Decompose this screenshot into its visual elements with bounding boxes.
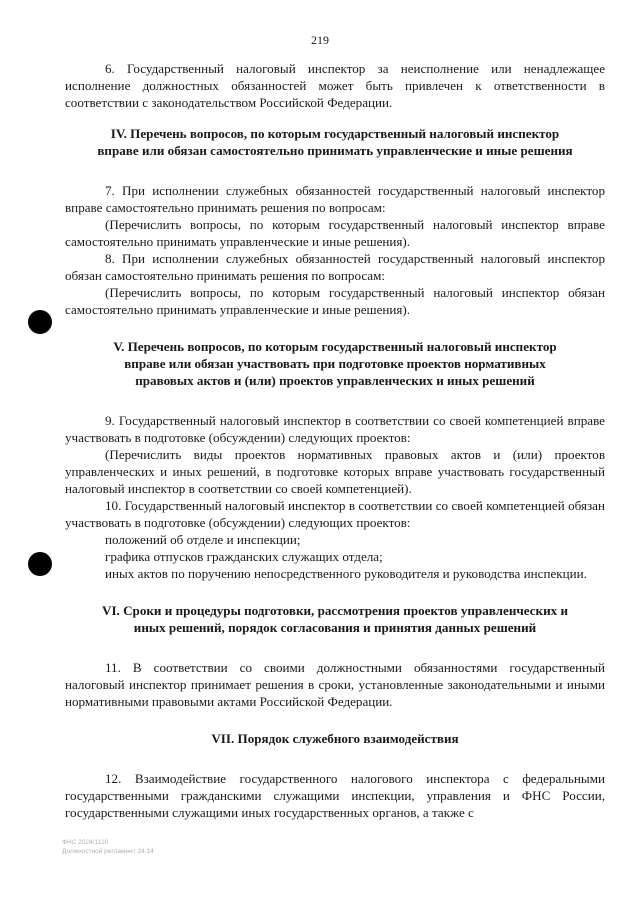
section-v-heading-line3: правовых актов и (или) проектов управленческих и иных решений	[135, 373, 535, 388]
scan-footer-stamp	[62, 838, 154, 856]
paragraph-10: 10. Государственный налоговый инспектор в соответствии со своей компетенцией обязан участвовать в подготовке (обсуждении) следующих проектов:	[65, 498, 605, 530]
punch-hole-mark-top	[28, 310, 52, 334]
page-number: 219	[311, 33, 329, 47]
paragraph-12: 12. Взаимодействие государственного налогового инспектора с федеральными государственными гражданскими служащими инспекции, управления и ФНС России, государственными служащими иных государственных органов, а также с	[65, 771, 605, 820]
paragraph-8: 8. При исполнении служебных обязанностей государственный налоговый инспектор обязан самостоятельно принимать решения по вопросам:	[65, 251, 605, 283]
paragraph-7: 7. При исполнении служебных обязанностей государственный налоговый инспектор вправе самостоятельно принимать решения по вопросам:	[65, 183, 605, 215]
section-vi-heading-line1: VI. Сроки и процедуры подготовки, рассмотрения проектов управленческих и	[102, 603, 568, 618]
section-v-heading	[65, 338, 605, 389]
paragraph-6: 6. Государственный налоговый инспектор за неисполнение или ненадлежащее исполнение должностных обязанностей может быть привлечен к ответственности в соответствии с законодательством Российской Федерации.	[65, 61, 605, 110]
paragraph-10-item-2: графика отпусков гражданских служащих отдела;	[105, 549, 383, 564]
section-iv-heading	[65, 125, 605, 159]
paragraph-7-list: (Перечислить вопросы, по которым государственный налоговый инспектор вправе самостоятельно принимать управленческие и иные решения).	[65, 217, 605, 249]
section-vi-heading-line2: иных решений, порядок согласования и принятия данных решений	[133, 620, 537, 635]
paragraph-10-item-1: положений об отделе и инспекции;	[105, 532, 301, 547]
paragraph-8-list: (Перечислить вопросы, по которым государственный налоговый инспектор обязан самостоятельно принимать управленческие и иные решения).	[65, 285, 605, 317]
paragraph-9-list: (Перечислить виды проектов нормативных правовых актов и (или) проектов управленческих и иных решений, в подготовке которых вправе участвовать государственный налоговый инспектор в соответствии со своей компетенцией).	[65, 447, 605, 496]
scan-footer-line1: ФНС 2024/1120	[62, 839, 109, 846]
paragraph-9: 9. Государственный налоговый инспектор в соответствии со своей компетенцией вправе участвовать в подготовке (обсуждении) следующих проектов:	[65, 413, 605, 445]
section-vii-heading: VII. Порядок служебного взаимодействия	[211, 731, 459, 746]
paragraph-10-item-3: иных актов по поручению непосредственного руководителя и руководства инспекции.	[105, 566, 587, 581]
paragraph-11: 11. В соответствии со своими должностными обязанностями государственный налоговый инспектор принимает решения в сроки, установленные законодательными и иными нормативными правовыми актами Российской Федерации.	[65, 660, 605, 709]
section-v-heading-line1: V. Перечень вопросов, по которым государственный налоговый инспектор	[113, 339, 557, 354]
section-iv-heading-line2: вправе или обязан самостоятельно принимать управленческие и иные решения	[97, 143, 573, 158]
document-body	[65, 60, 605, 821]
scan-footer-line2: Должностной регламент 24.14	[62, 848, 154, 855]
section-iv-heading-line1: IV. Перечень вопросов, по которым государственный налоговый инспектор	[110, 126, 560, 141]
section-vi-heading	[65, 602, 605, 636]
punch-hole-mark-bottom	[28, 552, 52, 576]
section-v-heading-line2: вправе или обязан участвовать при подготовке проектов нормативных	[124, 356, 546, 371]
